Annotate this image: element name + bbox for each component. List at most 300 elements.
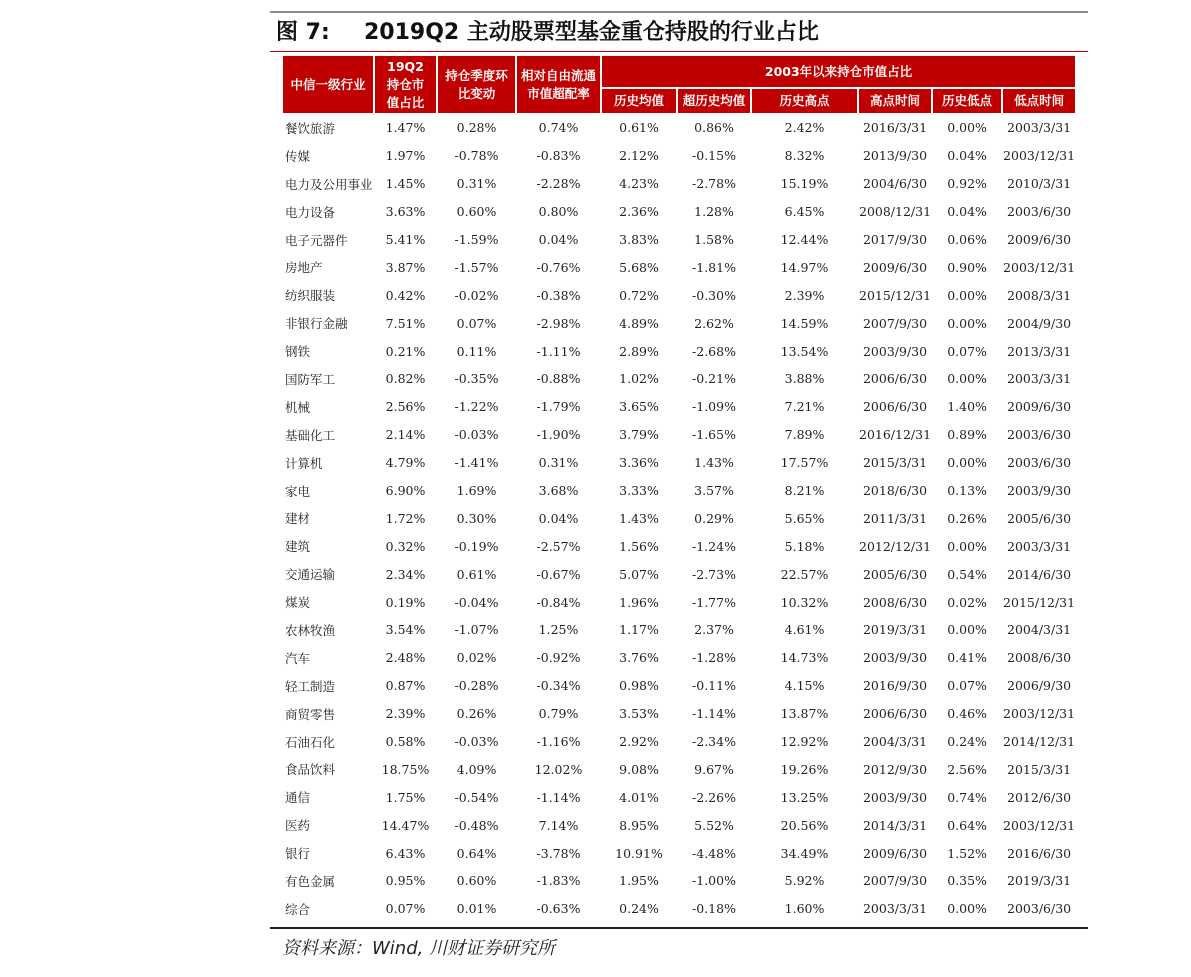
table-row [283,840,1075,866]
value-cell: 2003/9/30 [862,789,928,805]
value-cell: 0.82% [385,371,426,387]
value-cell: 0.98% [619,678,659,694]
value-cell: -2.68% [692,343,736,359]
value-cell: -0.02% [454,287,499,303]
value-cell: 2006/6/30 [862,706,928,722]
value-cell: 3.87% [385,259,426,275]
industry-cell: 汽车 [285,650,311,666]
value-cell: 5.41% [385,232,426,247]
table-row [283,784,1075,810]
top-rule [270,11,1088,13]
value-cell: 0.13% [947,483,987,499]
value-cell: -0.67% [536,566,581,582]
table-row [283,310,1075,336]
value-cell: 14.47% [381,817,430,833]
value-cell: 2003/3/31 [1007,120,1072,136]
value-cell: -0.03% [454,427,499,443]
value-cell: 6.90% [385,483,426,499]
value-cell: 9.08% [619,761,659,777]
value-cell: 0.07% [947,678,987,694]
industry-cell: 综合 [285,901,311,917]
value-cell: 3.65% [619,399,659,415]
value-cell: 1.45% [385,176,426,192]
value-cell: 0.32% [385,538,426,554]
table-row [283,645,1075,671]
value-cell: 0.04% [538,510,579,526]
value-cell: 4.61% [784,622,825,638]
value-cell: 6.43% [385,845,426,861]
value-cell: 2005/6/30 [1007,510,1072,526]
value-cell: 0.01% [456,901,497,917]
value-cell: 1.17% [619,622,659,638]
value-cell: 0.79% [538,706,579,722]
value-cell: 17.57% [780,455,829,471]
value-cell: 14.97% [780,259,829,275]
value-cell: 4.09% [456,761,497,777]
value-cell: 2015/3/31 [862,455,928,471]
value-cell: -1.22% [454,399,499,415]
value-cell: -1.14% [692,706,736,722]
value-cell: 2003/3/31 [1007,371,1072,387]
value-cell: 12.44% [780,232,829,247]
value-cell: 2.39% [385,706,426,722]
value-cell: -2.34% [692,734,736,750]
value-cell: 5.52% [694,817,734,833]
value-cell: 15.19% [780,176,829,192]
value-cell: 2015/3/31 [1007,761,1072,777]
value-cell: -1.24% [692,538,736,554]
value-cell: 1.96% [619,594,659,610]
value-cell: -2.73% [692,566,736,582]
value-cell: 2.56% [947,761,987,777]
value-cell: -2.26% [692,789,736,805]
value-cell: -0.76% [536,259,581,275]
value-cell: -2.98% [536,315,581,331]
value-cell: -1.90% [536,427,581,443]
value-cell: 6.45% [784,204,825,220]
industry-table [281,54,1077,924]
value-cell: 2006/6/30 [862,371,928,387]
value-cell: -1.14% [536,789,581,805]
value-cell: 3.76% [619,650,659,666]
industry-cell: 交通运输 [285,567,336,583]
industry-cell: 餐饮旅游 [285,120,336,136]
industry-cell: 家电 [285,483,311,499]
value-cell: 14.73% [780,650,829,666]
value-cell: 0.61% [456,566,497,582]
value-cell: 0.92% [947,176,987,192]
value-cell: -1.59% [454,232,499,247]
value-cell: 1.02% [619,371,659,387]
value-cell: 3.33% [619,483,659,499]
value-cell: 2.36% [619,204,659,220]
value-cell: -0.18% [692,901,736,917]
value-cell: 0.00% [947,120,987,136]
value-cell: 0.46% [947,706,987,722]
table-row [283,729,1075,755]
value-cell: 4.15% [784,678,825,694]
value-cell: 2004/3/31 [862,734,928,750]
value-cell: 1.58% [694,232,734,247]
value-cell: -0.19% [454,538,499,554]
value-cell: 2008/6/30 [1007,650,1072,666]
value-cell: 2.39% [784,287,825,303]
table-row [283,756,1075,782]
value-cell: 0.89% [947,427,987,443]
value-cell: -1.79% [536,399,581,415]
value-cell: 0.04% [538,232,579,247]
industry-cell: 电力设备 [285,204,336,220]
figure-number: 图 7: [276,20,330,45]
value-cell: 0.00% [947,538,987,554]
industry-cell: 银行 [285,846,311,862]
value-cell: 1.28% [694,204,734,220]
value-cell: 2.62% [694,315,734,331]
industry-cell: 计算机 [285,455,323,471]
value-cell: 0.00% [947,622,987,638]
value-cell: 2006/6/30 [862,399,928,415]
industry-cell: 房地产 [285,260,323,276]
value-cell: 3.79% [619,427,659,443]
value-cell: -0.04% [454,594,499,610]
value-cell: 10.91% [615,845,663,861]
value-cell: 13.25% [780,789,829,805]
value-cell: 0.86% [694,120,734,136]
value-cell: 2004/6/30 [862,176,928,192]
value-cell: -2.57% [536,538,581,554]
value-cell: 3.54% [385,622,426,638]
value-cell: 0.07% [385,901,426,917]
table-row [283,561,1075,587]
value-cell: 1.25% [538,622,579,638]
value-cell: 2.42% [784,120,825,136]
table-row [283,227,1075,253]
title-underline [270,51,1088,52]
value-cell: 2012/9/30 [862,761,928,777]
value-cell: 2010/3/31 [1007,176,1072,192]
value-cell: 2003/3/31 [1007,538,1072,554]
value-cell: -1.11% [536,343,581,359]
value-cell: 0.87% [385,678,426,694]
value-cell: 3.53% [619,706,659,722]
value-cell: 3.57% [694,483,734,499]
value-cell: -0.38% [536,287,581,303]
header-qoq: 持仓季度环比变动 [438,56,515,113]
value-cell: 3.88% [784,371,825,387]
value-cell: 2014/6/30 [1007,566,1072,582]
value-cell: 2019/3/31 [862,622,928,638]
value-cell: 2.92% [619,734,659,750]
value-cell: 0.35% [947,873,987,889]
value-cell: 2007/9/30 [862,315,928,331]
value-cell: 34.49% [780,845,829,861]
industry-cell: 建材 [285,511,311,527]
value-cell: 2004/9/30 [1007,315,1072,331]
value-cell: 14.59% [780,315,829,331]
value-cell: 2016/6/30 [1007,845,1072,861]
table-row [283,199,1075,225]
value-cell: 2003/9/30 [862,650,928,666]
value-cell: 0.04% [947,148,987,164]
value-cell: -1.65% [692,427,736,443]
header-low-date: 低点时间 [1003,89,1075,113]
value-cell: 0.90% [947,259,987,275]
value-cell: 2015/12/31 [859,287,932,303]
industry-cell: 电力及公用事业 [285,176,373,192]
value-cell: 0.74% [947,789,987,805]
value-cell: 1.56% [619,538,659,554]
value-cell: 0.00% [947,455,987,471]
header-high-date: 高点时间 [859,89,931,113]
value-cell: 2012/12/31 [859,538,932,554]
value-cell: 1.95% [619,873,659,889]
table-row [283,143,1075,169]
value-cell: 2015/12/31 [1003,594,1076,610]
figure-title [276,18,819,48]
value-cell: 10.32% [780,594,829,610]
value-cell: -0.54% [454,789,499,805]
value-cell: 2004/3/31 [1007,622,1072,638]
industry-cell: 电子元器件 [285,232,348,248]
value-cell: 2003/12/31 [1003,817,1076,833]
value-cell: 2016/9/30 [862,678,928,694]
table-row [283,505,1075,531]
value-cell: 2009/6/30 [1007,232,1072,247]
header-hist-low: 历史低点 [933,89,1001,113]
value-cell: 0.95% [385,873,426,889]
value-cell: 5.65% [784,510,825,526]
value-cell: 22.57% [780,566,829,582]
value-cell: 4.89% [619,315,659,331]
industry-cell: 钢铁 [285,344,311,360]
value-cell: 2013/9/30 [862,148,928,164]
value-cell: 13.87% [780,706,829,722]
value-cell: -1.00% [692,873,736,889]
value-cell: 0.00% [947,315,987,331]
value-cell: 0.11% [456,343,497,359]
table-body [283,115,1075,922]
value-cell: 8.32% [784,148,825,164]
value-cell: 12.02% [534,761,583,777]
industry-cell: 通信 [285,790,311,806]
table-row [283,617,1075,643]
industry-cell: 基础化工 [285,427,336,443]
industry-cell: 医药 [285,818,311,834]
table-row [283,282,1075,308]
value-cell: -1.16% [536,734,581,750]
value-cell: 3.83% [619,232,659,247]
value-cell: 0.02% [456,650,497,666]
value-cell: 1.75% [385,789,426,805]
value-cell: 9.67% [694,761,734,777]
value-cell: 0.00% [947,287,987,303]
value-cell: 2007/9/30 [862,873,928,889]
value-cell: 0.00% [947,371,987,387]
value-cell: -4.48% [692,845,736,861]
value-cell: -3.78% [536,845,581,861]
value-cell: 2011/3/31 [862,510,928,526]
value-cell: 2003/12/31 [1003,259,1076,275]
table-row [283,701,1075,727]
value-cell: 2.14% [385,427,426,443]
value-cell: 2008/3/31 [1007,287,1072,303]
value-cell: 2.89% [619,343,659,359]
value-cell: 5.18% [784,538,825,554]
value-cell: 0.72% [619,287,659,303]
table-row [283,338,1075,364]
value-cell: 0.00% [947,901,987,917]
value-cell: 2014/12/31 [1003,734,1076,750]
value-cell: 1.43% [619,510,659,526]
value-cell: -0.83% [536,148,581,164]
value-cell: 0.21% [385,343,426,359]
value-cell: 12.92% [780,734,829,750]
table-row [283,478,1075,504]
value-cell: 13.54% [780,343,829,359]
value-cell: 0.24% [947,734,987,750]
value-cell: 1.97% [385,148,426,164]
industry-cell: 非银行金融 [285,316,348,332]
table-row [283,868,1075,894]
value-cell: 1.43% [694,455,734,471]
value-cell: -0.15% [692,148,736,164]
value-cell: 7.89% [784,427,825,443]
value-cell: 2003/6/30 [1007,427,1072,443]
value-cell: -0.92% [536,650,581,666]
value-cell: -1.09% [692,399,736,415]
value-cell: 8.21% [784,483,825,499]
table-row [283,673,1075,699]
value-cell: 2019/3/31 [1007,873,1072,889]
value-cell: 0.42% [385,287,426,303]
source-note: 资料来源：Wind, 川财证券研究所 [282,938,556,959]
value-cell: -1.57% [454,259,499,275]
industry-cell: 轻工制造 [285,678,336,694]
table-row [283,254,1075,280]
table-row [283,450,1075,476]
value-cell: 1.60% [784,901,825,917]
table-row [283,533,1075,559]
industry-cell: 传媒 [285,148,311,164]
header-industry: 中信一级行业 [283,56,373,113]
industry-cell: 石油石化 [285,734,336,750]
table-row [283,422,1075,448]
value-cell: -0.63% [536,901,581,917]
industry-cell: 纺织服装 [285,288,336,304]
value-cell: 2.48% [385,650,426,666]
value-cell: 7.21% [784,399,825,415]
value-cell: 2016/3/31 [862,120,928,136]
value-cell: 2003/6/30 [1007,455,1072,471]
value-cell: 2.37% [694,622,734,638]
value-cell: 20.56% [780,817,829,833]
value-cell: 2003/12/31 [1003,148,1076,164]
value-cell: 0.54% [947,566,987,582]
value-cell: 1.52% [947,845,987,861]
value-cell: 0.74% [538,120,579,136]
value-cell: 0.58% [385,734,426,750]
value-cell: 2012/6/30 [1007,789,1072,805]
value-cell: 2.12% [619,148,659,164]
value-cell: -0.48% [454,817,499,833]
value-cell: 0.28% [456,120,497,136]
bottom-rule [270,927,1088,929]
value-cell: 5.92% [784,873,825,889]
table-row [283,394,1075,420]
value-cell: 5.07% [619,566,659,582]
value-cell: 2017/9/30 [862,232,928,247]
value-cell: 0.06% [947,232,987,247]
industry-cell: 建筑 [285,539,311,555]
value-cell: 2009/6/30 [862,259,928,275]
value-cell: -0.35% [454,371,499,387]
value-cell: 0.24% [619,901,659,917]
value-cell: 0.26% [947,510,987,526]
value-cell: -0.21% [692,371,736,387]
value-cell: -1.77% [692,594,736,610]
value-cell: 0.80% [538,204,579,220]
industry-cell: 煤炭 [285,595,311,611]
table-row [283,896,1075,922]
table-row [283,589,1075,615]
value-cell: -0.34% [536,678,581,694]
value-cell: 0.19% [385,594,426,610]
value-cell: 0.29% [694,510,734,526]
value-cell: -2.28% [536,176,581,192]
figure-title-text: 2019Q2 主动股票型基金重仓持股的行业占比 [364,20,819,45]
value-cell: 2005/6/30 [862,566,928,582]
value-cell: 2014/3/31 [862,817,928,833]
value-cell: 5.68% [619,259,659,275]
value-cell: -1.83% [536,873,581,889]
value-cell: -1.07% [454,622,499,638]
value-cell: 2003/9/30 [862,343,928,359]
value-cell: 18.75% [381,761,430,777]
value-cell: 2003/6/30 [1007,901,1072,917]
value-cell: -0.11% [692,678,736,694]
value-cell: 2013/3/31 [1007,343,1072,359]
value-cell: 1.69% [456,483,497,499]
value-cell: 19.26% [780,761,829,777]
industry-cell: 有色金属 [285,873,336,889]
value-cell: 1.72% [385,510,426,526]
value-cell: 2006/9/30 [1007,678,1072,694]
value-cell: 0.26% [456,706,497,722]
table-row [283,115,1075,141]
value-cell: 0.60% [456,204,497,220]
industry-cell: 食品饮料 [285,762,336,778]
value-cell: -0.28% [454,678,499,694]
value-cell: 2016/12/31 [859,427,932,443]
value-cell: 1.40% [947,399,987,415]
value-cell: -1.41% [454,455,499,471]
value-cell: -2.78% [692,176,736,192]
value-cell: 0.07% [947,343,987,359]
value-cell: 0.31% [456,176,497,192]
table-row [283,171,1075,197]
header-share: 19Q2持仓市值占比 [375,56,436,113]
value-cell: 0.61% [619,120,659,136]
value-cell: 0.30% [456,510,497,526]
value-cell: 7.14% [538,817,579,833]
value-cell: 2003/12/31 [1003,706,1076,722]
value-cell: 1.47% [385,120,426,136]
value-cell: 0.31% [538,455,579,471]
value-cell: 8.95% [619,817,659,833]
value-cell: 2003/9/30 [1007,483,1072,499]
industry-cell: 农林牧渔 [285,622,336,638]
header-overweight: 相对自由流通市值超配率 [517,56,600,113]
